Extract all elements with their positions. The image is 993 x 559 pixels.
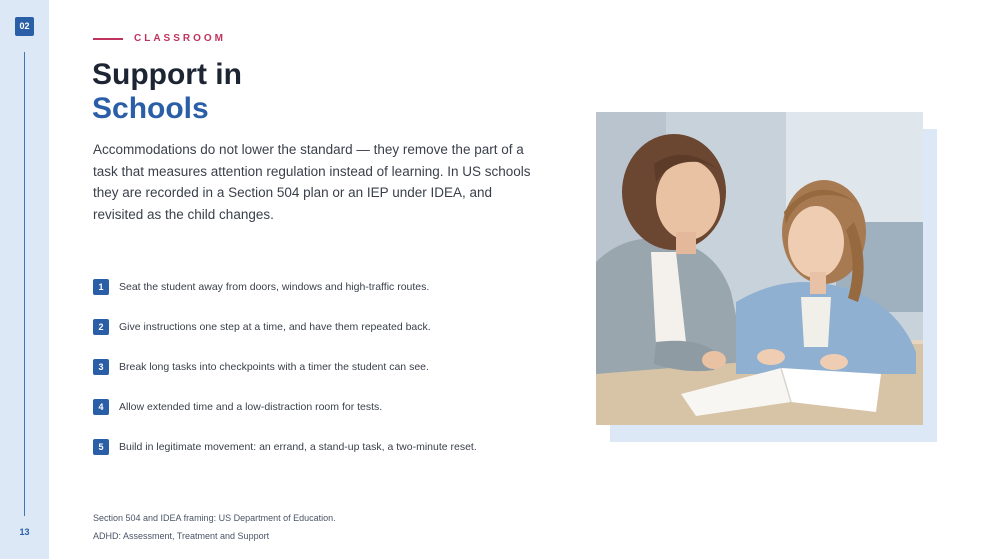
step-number-badge: 5 bbox=[93, 439, 109, 455]
intro-paragraph: Accommodations do not lower the standard — they remove the part of a task that measures attention regulation instead of learning. In US schools they are recorded in a Section 504 plan or an IEP under IDEA, and revisited as the child changes. bbox=[93, 142, 531, 222]
eyebrow-rule bbox=[93, 38, 123, 40]
section-eyebrow: CLASSROOM bbox=[134, 33, 226, 44]
step-text: Seat the student away from doors, windows and high-traffic routes. bbox=[119, 281, 430, 293]
classroom-photo bbox=[596, 112, 923, 425]
step-number-badge: 4 bbox=[93, 399, 109, 415]
slide-title bbox=[92, 58, 242, 126]
step-number-badge: 3 bbox=[93, 359, 109, 375]
title-line-2: Schools bbox=[92, 92, 209, 125]
side-rail bbox=[0, 0, 49, 559]
source-footnote: Section 504 and IDEA framing: US Department of Education. bbox=[93, 513, 336, 523]
section-number-badge: 02 bbox=[15, 17, 34, 36]
deck-footer-title: ADHD: Assessment, Treatment and Support bbox=[93, 531, 270, 541]
step-number-badge: 2 bbox=[93, 319, 109, 335]
step-text: Build in legitimate movement: an errand, a stand-up task, a two-minute reset. bbox=[119, 441, 477, 453]
page-number: 13 bbox=[19, 527, 30, 537]
rail-divider-line bbox=[24, 52, 25, 516]
title-line-1: Support in bbox=[92, 58, 242, 91]
step-text: Allow extended time and a low-distraction room for tests. bbox=[119, 401, 383, 413]
step-text: Break long tasks into checkpoints with a timer the student can see. bbox=[119, 361, 429, 373]
step-text: Give instructions one step at a time, and have them repeated back. bbox=[119, 321, 431, 333]
step-number-badge: 1 bbox=[93, 279, 109, 295]
teacher-and-student-illustration bbox=[596, 112, 923, 425]
